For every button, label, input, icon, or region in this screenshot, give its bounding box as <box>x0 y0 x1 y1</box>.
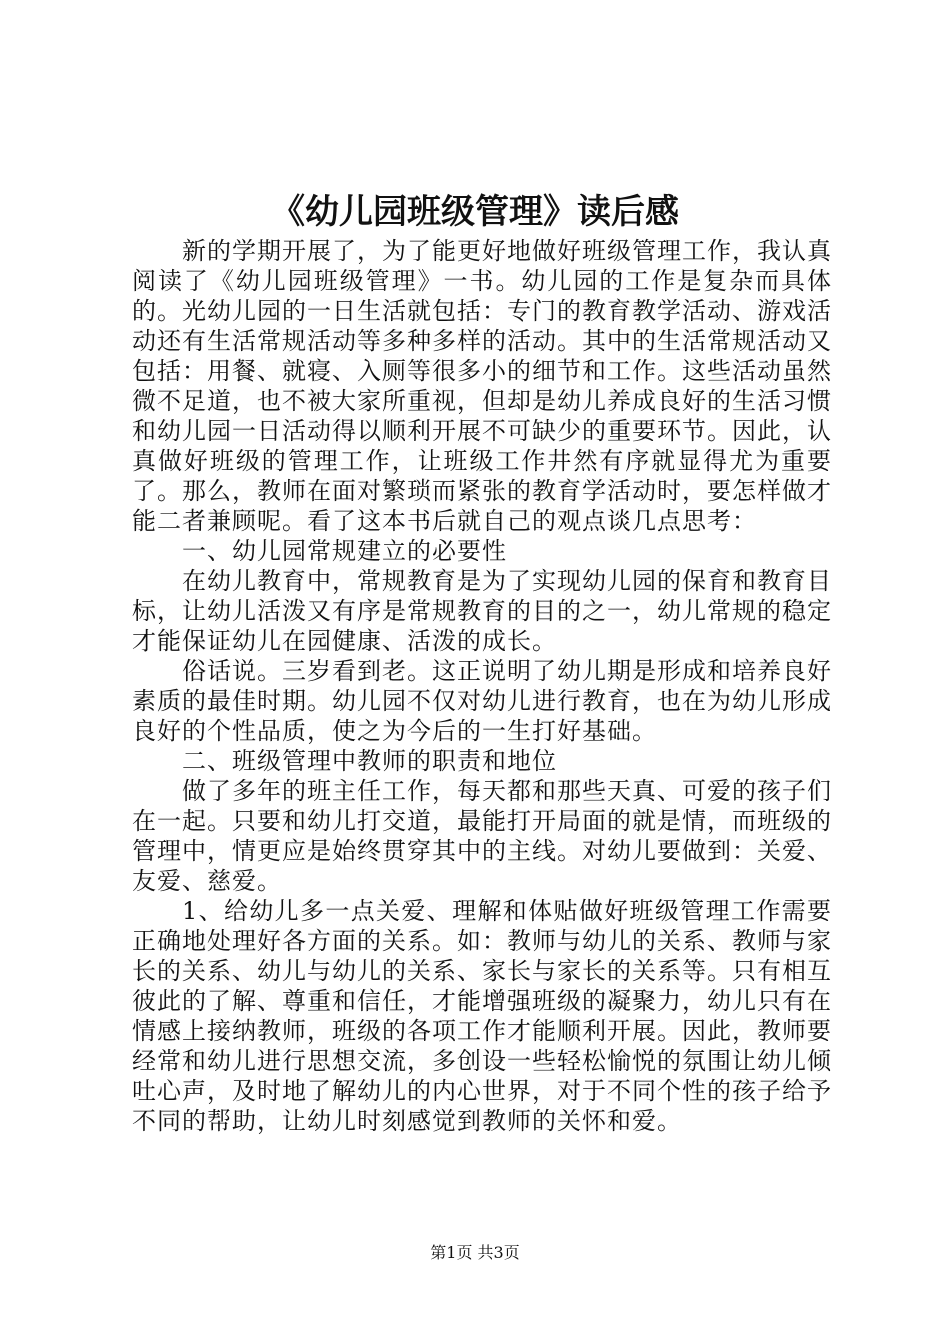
section-heading-1: 一、幼儿园常规建立的必要性 <box>182 537 507 565</box>
paragraph-point-1: 1、给幼儿多一点关爱、理解和体贴做好班级管理工作需要正确地处理好各方面的关系。如：教师与幼儿的关系、教师与家长的关系、幼儿与幼儿的关系、家长与家长的关系等。只有相互彼此的了解、尊重和信任，才能增强班级的凝聚力，幼儿只有在情感上接纳教师，班级的各项工作才能顺利开展。因此，教师要经常和幼儿进行思想交流，多创设一些轻松愉悦的氛围让幼儿倾吐心声，及时地了解幼儿的内心世界，对于不同个性的孩子给予不同的帮助，让幼儿时刻感觉到教师的关怀和爱。 <box>132 897 832 1135</box>
paragraph-intro: 新的学期开展了，为了能更好地做好班级管理工作，我认真阅读了《幼儿园班级管理》一书。幼儿园的工作是复杂而具体的。光幼儿园的一日生活就包括：专门的教育教学活动、游戏活动还有生活常规活动等多种多样的活动。其中的生活常规活动又包括：用餐、就寝、入厕等很多小的细节和工作。这些活动虽然微不足道，也不被大家所重视，但却是幼儿养成良好的生活习惯和幼儿园一日活动得以顺利开展不可缺少的重要环节。因此，认真做好班级的管理工作，让班级工作井然有序就显得尤为重要了。那么，教师在面对繁琐而紧张的教育学活动时，要怎样做才能二者兼顾呢。看了这本书后就自己的观点谈几点思考： <box>132 237 832 535</box>
paragraph-proverb: 俗话说。三岁看到老。这正说明了幼儿期是形成和培养良好素质的最佳时期。幼儿园不仅对幼儿进行教育，也在为幼儿形成良好的个性品质，使之为今后的一生打好基础。 <box>132 657 832 745</box>
page-number-footer: 第1页 共3页 <box>430 1243 520 1262</box>
document-body <box>132 236 832 1136</box>
paragraph-routine-education: 在幼儿教育中，常规教育是为了实现幼儿园的保育和教育目标，让幼儿活泼又有序是常规教育的目的之一，幼儿常规的稳定才能保证幼儿在园健康、活泼的成长。 <box>132 567 832 655</box>
document-title: 《幼儿园班级管理》读后感 <box>271 192 679 232</box>
paragraph-teacher-role: 做了多年的班主任工作，每天都和那些天真、可爱的孩子们在一起。只要和幼儿打交道，最能打开局面的就是情，而班级的管理中，情更应是始终贯穿其中的主线。对幼儿要做到：关爱、友爱、慈爱。 <box>132 777 832 895</box>
section-heading-2: 二、班级管理中教师的职责和地位 <box>182 747 557 775</box>
